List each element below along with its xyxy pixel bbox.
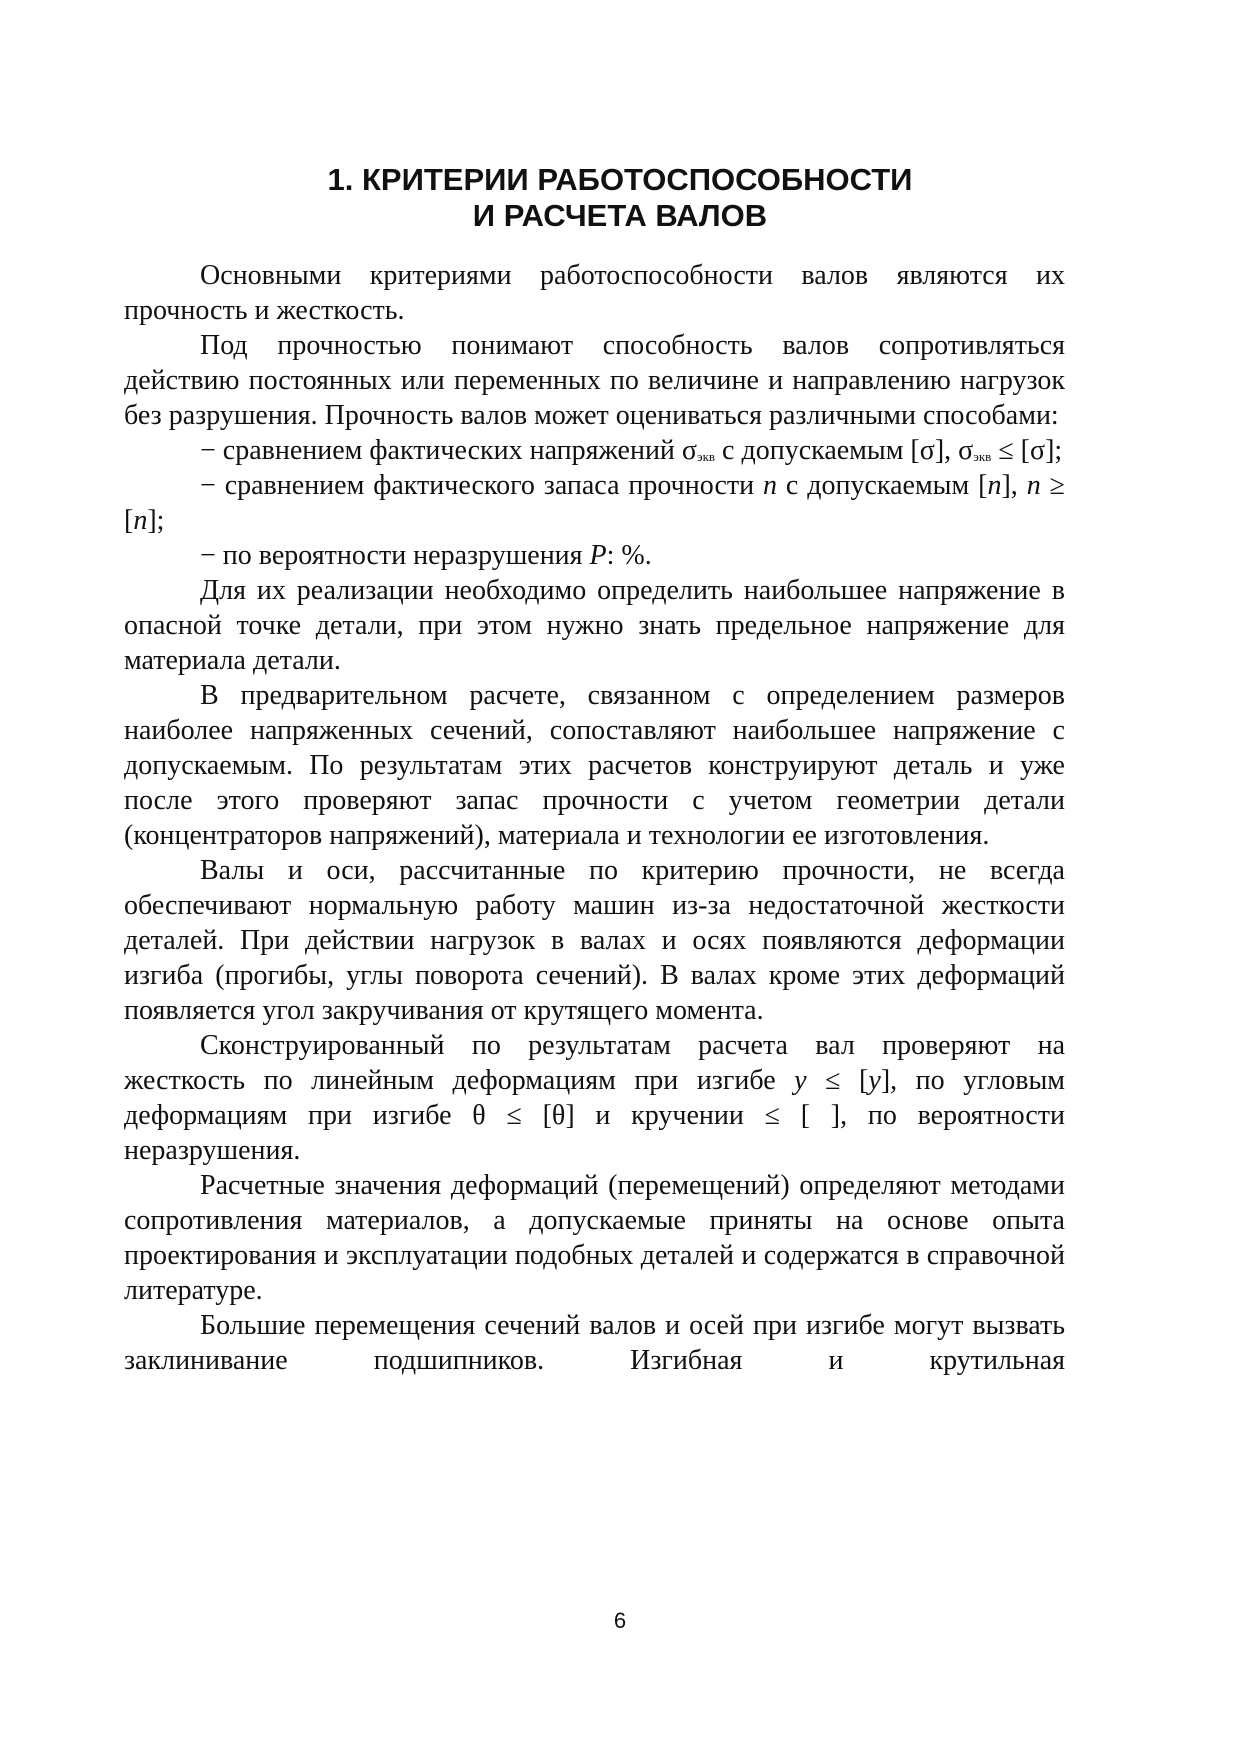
page-number: 6	[613, 1608, 627, 1633]
paragraph-deformation-values: Расчетные значения деформаций (перемещений) определяют методами сопротивления материалов, а допускаемые приняты на основе опыта проектирования и эксплуатации подобных деталей и содержатся в справочной литературе.	[124, 1170, 1065, 1306]
list-item-probability: − по вероятности неразрушения P: %.	[200, 540, 652, 571]
chapter-title-line1: 1. КРИТЕРИИ РАБОТОСПОСОБНОСТИ	[327, 162, 913, 197]
paragraph-strength: Под прочностью понимают способность валов сопротивляться действию постоянных или переменных по величине и направлению нагрузок без разрушения. Прочность валов может оцениваться различными способами:	[124, 330, 1065, 431]
paragraph-realization: Для их реализации необходимо определить наибольшее напряжение в опасной точке детали, при этом нужно знать предельное напряжение для материала детали.	[124, 575, 1065, 676]
chapter-title-line2: И РАСЧЕТА ВАЛОВ	[472, 198, 768, 233]
paragraph-criteria: Основными критериями работоспособности валов являются их прочность и жесткость.	[124, 260, 1065, 326]
paragraph-stiffness-check: Сконструированный по результатам расчета вал проверяют на жесткость по линейным деформациям при изгибе y ≤ [y], по угловым деформациям при изгибе θ ≤ [θ] и кручении ≤ [ ], по вероятности неразрушения.	[124, 1030, 1065, 1166]
paragraph-stiffness-issue: Валы и оси, рассчитанные по критерию прочности, не всегда обеспечивают нормальную работу машин из-за недостаточной жесткости деталей. При действии нагрузок в валах и осях появляются деформации изгиба (прогибы, углы поворота сечений). В валах кроме этих деформаций появляется угол закручивания от крутящего момента.	[124, 855, 1065, 1026]
paragraph-preliminary-calc: В предварительном расчете, связанном с определением размеров наиболее напряженных сечений, сопоставляют наибольшее напряжение с допускаемым. По результатам этих расчетов конструируют деталь и уже после этого проверяют запас прочности с учетом геометрии детали (концентраторов напряжений), материала и технологии ее изготовления.	[124, 680, 1065, 851]
list-item-stress-comparison: − сравнением фактических напряжений $\sigma_{экв}$ с допускаемым [σ], $\sigma_{экв} \le [\sigma]$;	[200, 435, 1063, 466]
body-text	[124, 258, 1065, 1378]
list-item-safety-factor: − сравнением фактического запаса прочности n с допускаемым [n], n ≥ [n];	[124, 470, 1066, 536]
paragraph-large-displacements: Большие перемещения сечений валов и осей при изгибе могут вызвать заклинивание подшипников. Изгибная и крутильная	[124, 1310, 1065, 1376]
